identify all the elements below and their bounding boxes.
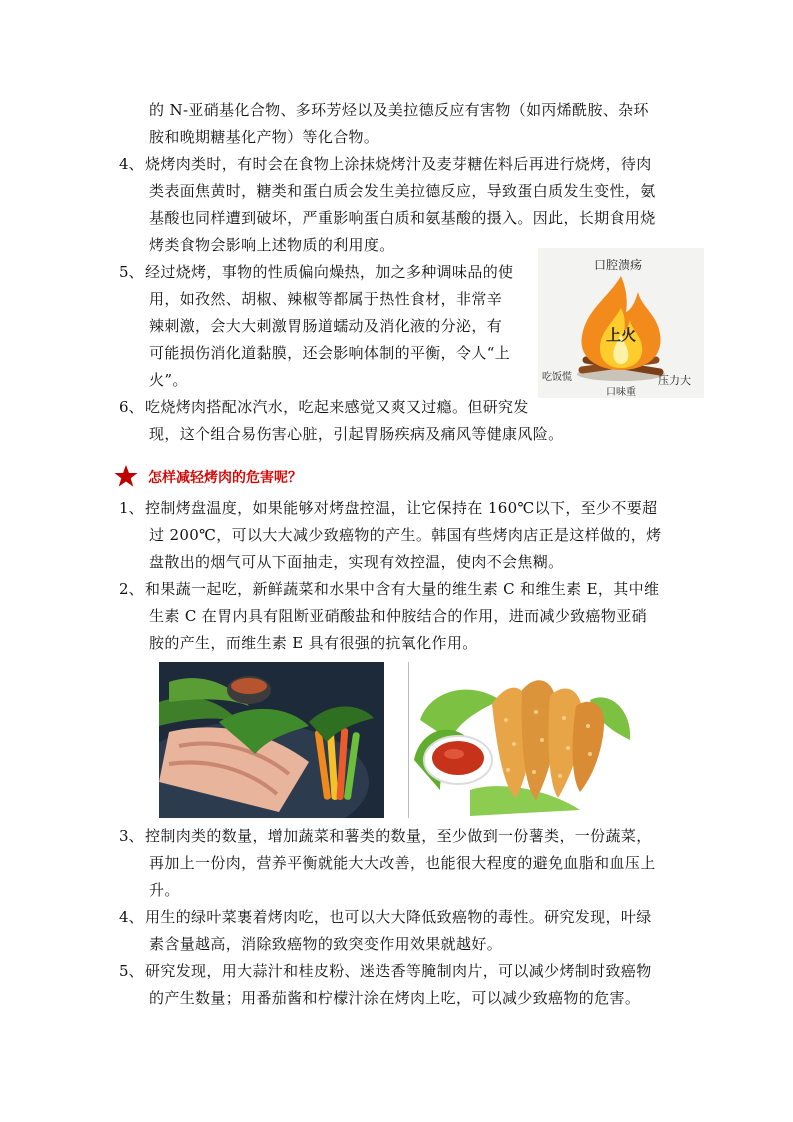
item-number: 4、 — [119, 908, 144, 926]
paragraph-line: 过 200℃，可以大大减少致癌物的产生。韩国有些烤肉店正是这样做的，烤 — [149, 526, 662, 544]
fire-label-bottom: 口味重 — [606, 387, 636, 398]
fried-chicken-photo — [410, 660, 636, 818]
paragraph-line: 现，这个组合易伤害心脏，引起胃肠疾病及痛风等健康风险。 — [149, 425, 564, 443]
fire-label-center: 上火 — [606, 326, 637, 344]
paragraph-line: 研究发现，用大蒜汁和桂皮粉、迷迭香等腌制肉片，可以减少烤制时致癌物 — [145, 962, 652, 980]
paragraph-line: 火”。 — [149, 371, 188, 389]
paragraph-line: 吃烧烤肉搭配冰汽水，吃起来感觉又爽又过瘾。但研究发 — [145, 398, 529, 416]
paragraph-line: 的产生数量；用番茄酱和柠檬汁涂在烤肉上吃，可以减少致癌物的危害。 — [149, 989, 641, 1007]
paragraph-line: 胺和晚期糖基化产物）等化合物。 — [149, 128, 380, 146]
item-number: 5、 — [119, 263, 144, 281]
meat-plate-icon — [159, 662, 384, 818]
paragraph-line: 盘散出的烟气可从下面抽走，实现有效控温，使肉不会焦糊。 — [149, 553, 564, 571]
paragraph-line: 烤类食物会影响上述物质的利用度。 — [149, 236, 395, 254]
fire-label-left: 吃饭慌 — [542, 372, 572, 383]
paragraph-line: 辣刺激，会大大刺激胃肠道蠕动及消化液的分泌，有 — [149, 317, 503, 335]
grilled-meat-photo — [159, 662, 384, 818]
paragraph-line: 控制肉类的数量，增加蔬菜和薯类的数量，至少做到一份薯类，一份蔬菜， — [145, 827, 652, 845]
paragraph-line: 控制烤盘温度，如果能够对烤盘控温，让它保持在 160℃以下，至少不要超 — [145, 499, 658, 517]
paragraph-line: 素含量越高，消除致癌物的致突变作用效果就越好。 — [149, 935, 503, 953]
paragraph-line: 胺的产生，而维生素 E 具有很强的抗氧化作用。 — [149, 634, 478, 652]
paragraph-line: 再加上一份肉，营养平衡就能大大改善，也能很大程度的避免血脂和血压上 — [149, 854, 656, 872]
paragraph-line: 和果蔬一起吃，新鲜蔬菜和水果中含有大量的维生素 C 和维生素 E，其中维 — [145, 580, 660, 598]
fire-label-right: 压力大 — [658, 374, 691, 387]
item-number: 1、 — [119, 499, 144, 517]
paragraph-line: 用，如孜然、胡椒、辣椒等都属于热性食材，非常辛 — [149, 290, 503, 308]
paragraph-line: 类表面焦黄时，糖类和蛋白质会发生美拉德反应，导致蛋白质发生变性，氨 — [149, 182, 656, 200]
item-number: 4、 — [119, 155, 144, 173]
star-icon — [114, 464, 138, 488]
paragraph-line: 基酸也同样遭到破坏，严重影响蛋白质和氨基酸的摄入。因此，长期食用烧 — [149, 209, 656, 227]
item-number: 6、 — [119, 398, 144, 416]
paragraph-line: 升。 — [149, 881, 180, 899]
fried-chicken-icon — [410, 660, 636, 818]
section-heading: 怎样减轻烤肉的危害呢？ — [148, 470, 302, 486]
paragraph-line: 经过烧烤，事物的性质偏向燥热，加之多种调味品的使 — [145, 263, 514, 281]
item-number: 5、 — [119, 962, 144, 980]
fire-label-top: 口腔溃疡 — [594, 258, 643, 272]
paragraph-line: 用生的绿叶菜裹着烤肉吃，也可以大大降低致癌物的毒性。研究发现，叶绿 — [145, 908, 652, 926]
image-divider — [408, 662, 409, 818]
item-number: 3、 — [119, 827, 144, 845]
paragraph-line: 的 N-亚硝基化合物、多环芳烃以及美拉德反应有害物（如丙烯酰胺、杂环 — [149, 101, 649, 119]
paragraph-line: 生素 C 在胃内具有阻断亚硝酸盐和仲胺结合的作用，进而减少致癌物亚硝 — [149, 607, 647, 625]
item-number: 2、 — [119, 580, 144, 598]
fire-illustration — [538, 248, 704, 398]
paragraph-line: 可能损伤消化道黏膜，还会影响体制的平衡，令人“上 — [149, 344, 511, 362]
paragraph-line: 烧烤肉类时，有时会在食物上涂抹烧烤汁及麦芽糖佐料后再进行烧烤，待肉 — [145, 155, 652, 173]
